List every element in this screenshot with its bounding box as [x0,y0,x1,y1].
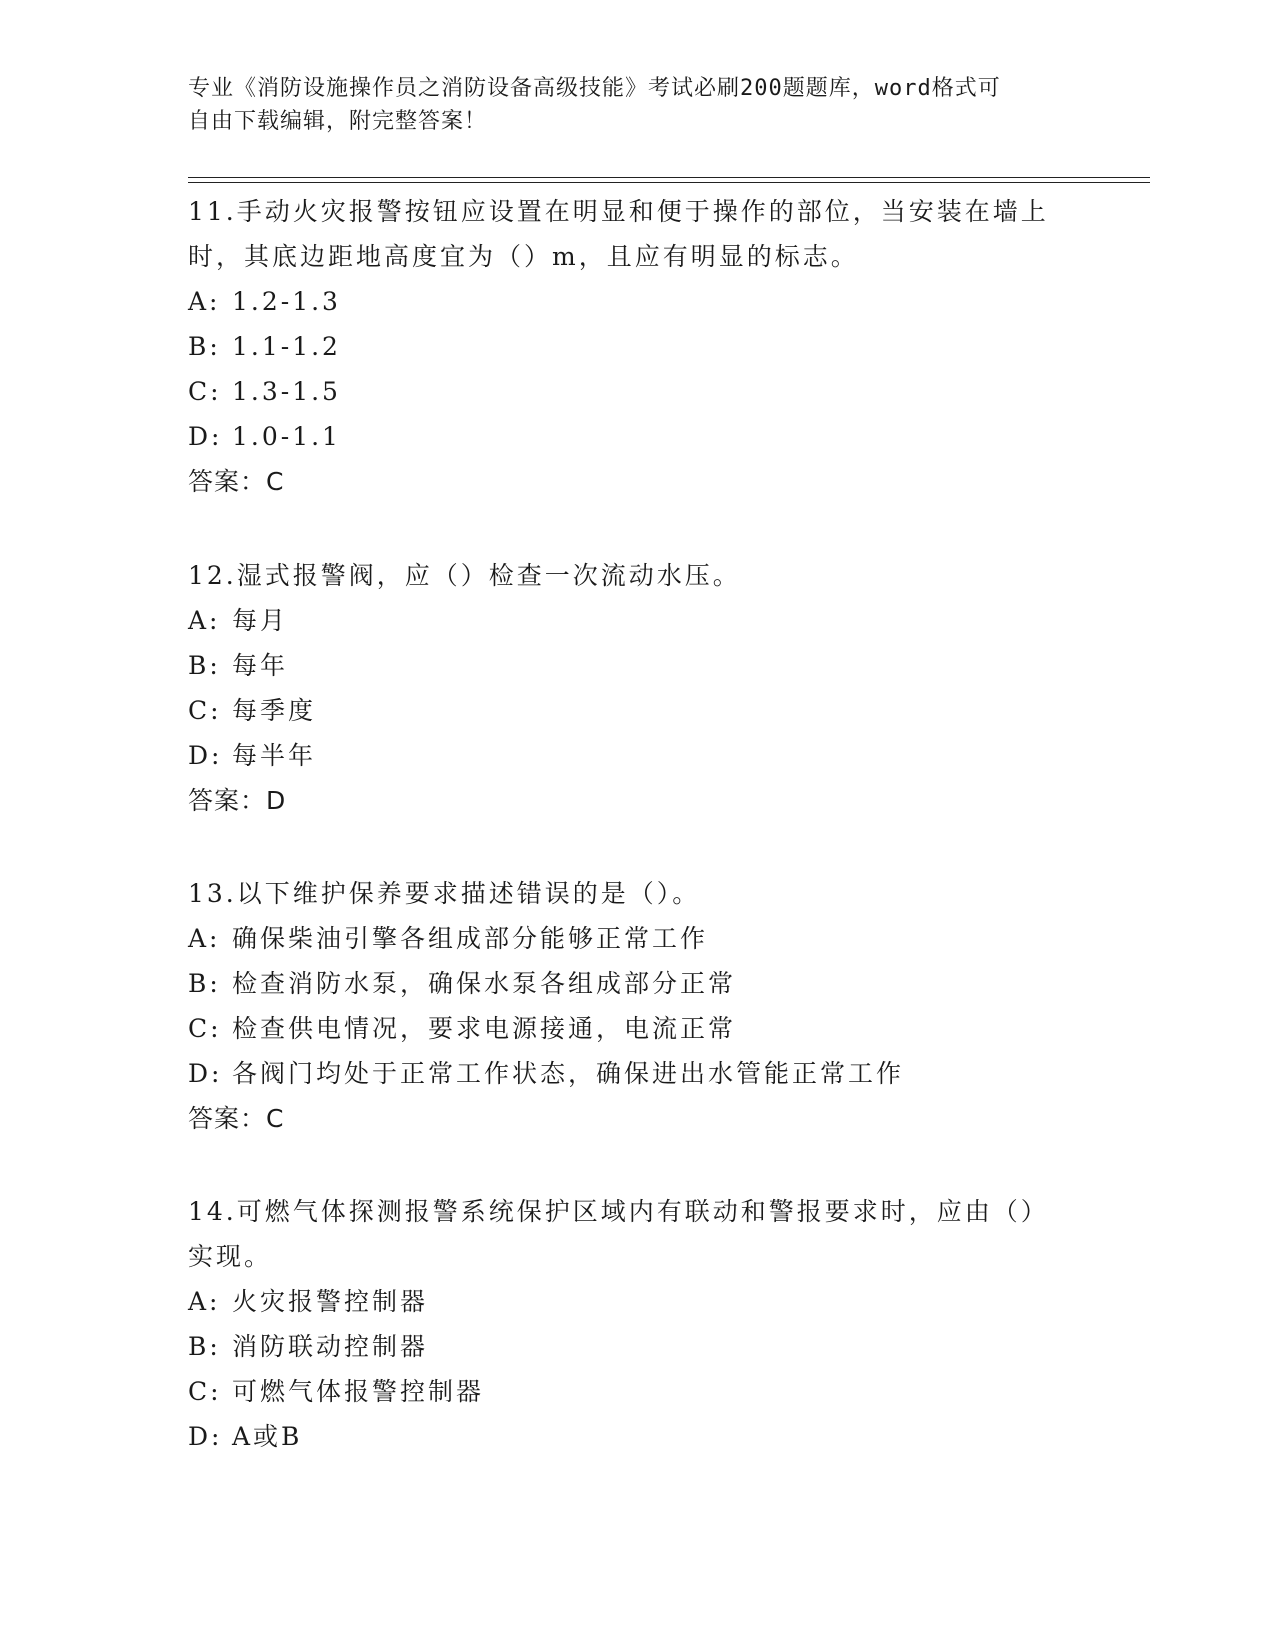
option-c [188,1369,1088,1414]
option-b [188,324,1088,369]
option-label: C: [188,377,222,406]
question-stem-line-2: 时，其底边距地高度宜为（）m，且应有明显的标志。 [188,242,859,271]
header-line-2: 自由下载编辑，附完整答案！ [188,109,488,134]
option-d [188,1414,1088,1459]
option-text: A或B [232,1422,303,1451]
question-stem-line-1: 11.手动火灾报警按钮应设置在明显和便于操作的部位，当安装在墙上 [188,197,1049,226]
option-text: 每月 [232,606,289,635]
question-11 [188,189,1088,504]
document-header [188,72,1068,138]
question-stem [188,871,1088,916]
question-stem-line-2: 实现。 [188,1242,273,1271]
option-label: A: [188,924,221,953]
option-b [188,643,1088,688]
option-text: 每季度 [232,696,317,725]
question-stem [188,189,1088,279]
option-d [188,1051,1088,1096]
option-text: 1.0-1.1 [232,422,341,451]
option-c [188,1006,1088,1051]
question-stem-line-1: 14.可燃气体探测报警系统保护区域内有联动和警报要求时，应由（） [188,1197,1049,1226]
option-label: A: [188,1287,221,1316]
question-stem-line-1: 13.以下维护保养要求描述错误的是（）。 [188,879,701,908]
option-text: 检查消防水泵，确保水泵各组成部分正常 [232,969,737,998]
option-a [188,1279,1088,1324]
option-label: B: [188,651,221,680]
option-label: D: [188,741,223,770]
option-label: B: [188,332,221,361]
option-text: 确保柴油引擎各组成部分能够正常工作 [232,924,709,953]
option-label: B: [188,969,221,998]
option-a [188,598,1088,643]
option-a [188,279,1088,324]
option-label: A: [188,287,221,316]
option-d [188,414,1088,459]
option-label: D: [188,1422,223,1451]
header-divider-top [188,177,1150,178]
option-label: C: [188,696,222,725]
option-text: 1.3-1.5 [232,377,341,406]
option-text: 火灾报警控制器 [232,1287,429,1316]
option-label: D: [188,422,223,451]
option-text: 检查供电情况，要求电源接通，电流正常 [232,1014,737,1043]
header-line-1: 专业《消防设施操作员之消防设备高级技能》考试必刷200题题库，word格式可 [188,76,1001,101]
option-text: 可燃气体报警控制器 [232,1377,485,1406]
option-label: C: [188,1014,222,1043]
option-text: 消防联动控制器 [232,1332,429,1361]
option-d [188,733,1088,778]
question-13 [188,871,1088,1141]
question-14 [188,1189,1088,1459]
option-c [188,688,1088,733]
option-b [188,1324,1088,1369]
header-divider-bottom [188,182,1150,183]
answer-line: 答案：C [188,1104,285,1133]
option-label: C: [188,1377,222,1406]
option-text: 1.2-1.3 [232,287,341,316]
option-a [188,916,1088,961]
option-b [188,961,1088,1006]
question-stem-line-1: 12.湿式报警阀，应（）检查一次流动水压。 [188,561,741,590]
option-label: B: [188,1332,221,1361]
option-label: A: [188,606,221,635]
answer-line: 答案：C [188,467,285,496]
question-stem [188,553,1088,598]
question-12 [188,553,1088,823]
option-text: 每年 [232,651,289,680]
question-stem [188,1189,1088,1279]
answer-line: 答案：D [188,786,287,815]
option-text: 每半年 [232,741,317,770]
option-text: 各阀门均处于正常工作状态，确保进出水管能正常工作 [232,1059,905,1088]
option-c [188,369,1088,414]
option-text: 1.1-1.2 [232,332,341,361]
option-label: D: [188,1059,223,1088]
